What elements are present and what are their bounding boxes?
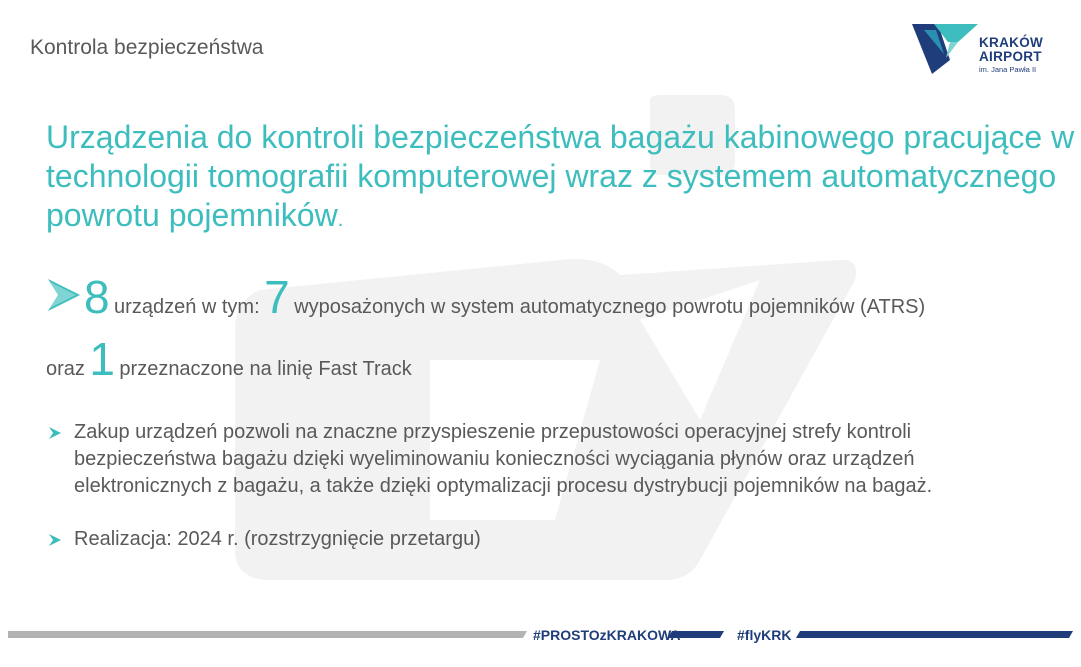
footer-hashtag-flykrk: #flyKRK <box>737 627 792 643</box>
stat-atrs-count: 7 <box>264 271 290 323</box>
bullet-text: Realizacja: 2024 r. (rozstrzygnięcie przetargu) <box>74 528 481 550</box>
krakow-airport-logo <box>910 20 1050 80</box>
small-arrow-bullet-icon <box>48 426 62 440</box>
bullet-item <box>46 419 1006 500</box>
bullet-item <box>46 526 1006 553</box>
main-title-end: . <box>337 209 344 231</box>
bullet-list <box>46 419 1006 579</box>
small-arrow-bullet-icon <box>48 533 62 547</box>
stat-fast-count: 1 <box>89 333 115 385</box>
bullet-text: Zakup urządzeń pozwoli na znaczne przyspieszenie przepustowości operacyjnej strefy kontroli bezpieczeństwa bagażu dzięki wyeliminowaniu konieczności wyciągania płynów oraz urządzeń elektronicznych z bagażu, a także dzięki optymalizacji procesu dystrybucji pojemników na bagaż. <box>74 421 933 497</box>
page-header-title: Kontrola bezpieczeństwa <box>30 36 264 59</box>
stats-line-devices <box>46 270 925 324</box>
logo-text-line2: AIRPORT <box>979 49 1042 64</box>
stat-total-label: urządzeń w tym: <box>114 296 260 318</box>
logo-text-line3: im. Jana Pawła II <box>979 65 1037 74</box>
logo-text-line1: KRAKÓW <box>979 35 1044 50</box>
stat-fast-prefix: oraz <box>46 358 85 380</box>
arrow-bullet-icon <box>46 277 82 313</box>
stat-atrs-label: wyposażonych w system automatycznego powrotu pojemników (ATRS) <box>294 296 926 318</box>
stat-total-count: 8 <box>84 271 110 323</box>
footer-hashtag-prostozkrakowa: #PROSTOzKRAKOWA <box>533 627 681 643</box>
slide-main-title <box>46 118 1076 240</box>
main-title-text: Urządzenia do kontroli bezpieczeństwa bagażu kabinowego pracujące w technologii tomografii komputerowej wraz z systemem automatycznego powrotu pojemników <box>46 119 1075 233</box>
airport-logo-mark-icon <box>910 20 978 78</box>
stat-fast-label: przeznaczone na linię Fast Track <box>119 358 412 380</box>
stats-line-fast-track <box>46 332 412 386</box>
